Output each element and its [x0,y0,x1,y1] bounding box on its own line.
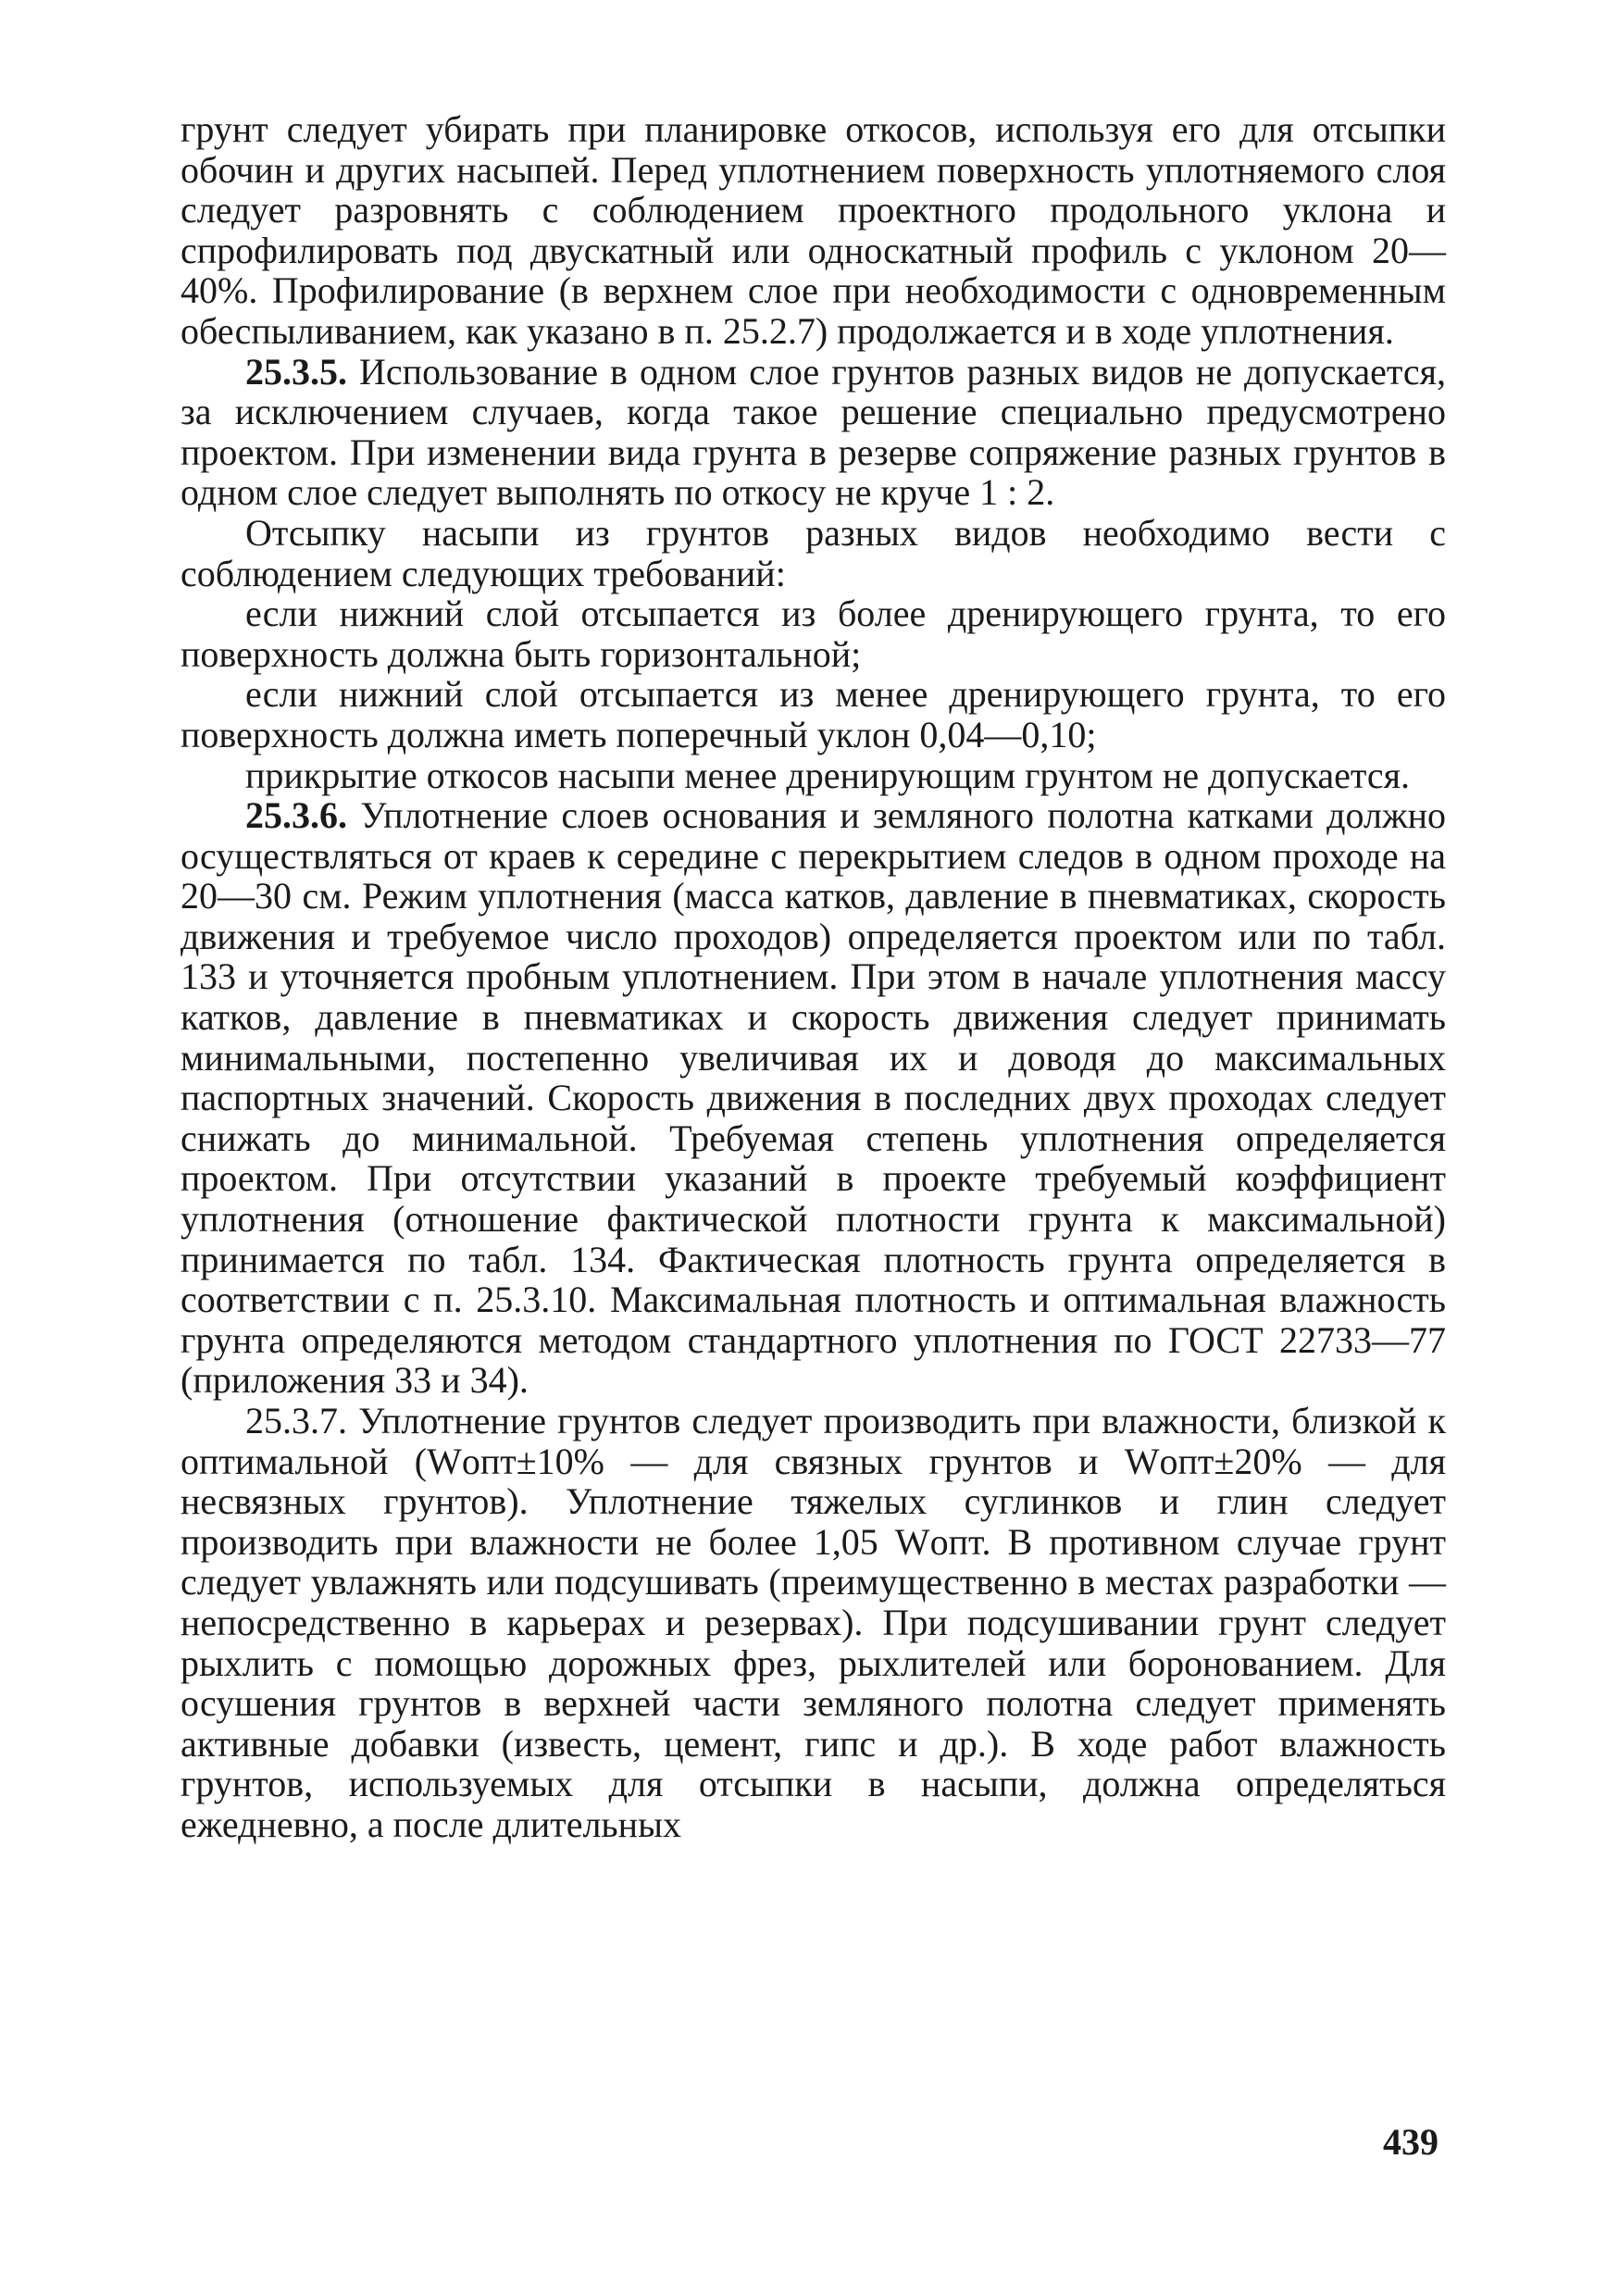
paragraph-text: Отсыпку насыпи из грунтов разных видов необходимо вести с соблюдением следующих требований: [181,511,1446,594]
paragraph [181,513,1446,593]
paragraph-text: если нижний слой отсыпается из менее дренирующего грунта, то его поверхность должна иметь поперечный уклон 0,04—0,10; [181,673,1446,755]
paragraph-25-3-7 [181,1401,1446,1845]
list-item [181,593,1446,674]
paragraph-text: Уплотнение грунтов следует производить при влажности, близкой к оптимальной (Wопт±10% — для связных грунтов и Wопт±20% — для несвязных грунтов). Уплотнение тяжелых суглинков и глин следует производить при влажности не более 1,05 Wопт. В противном случае грунт следует увлажнять или подсушивать (преимущественно в местах разработки — непосредственно в карьерах и резервах). При подсушивании грунт следует рыхлить с помощью дорожных фрез, рыхлителей или боронованием. Для осушения грунтов в верхней части земляного полотна следует применять активные добавки (известь, цемент, гипс и др.). В ходе работ влажность грунтов, используемых для отсыпки в насыпи, должна определяться ежедневно, а после длительных [181,1400,1446,1845]
page-number: 439 [1383,2121,1438,2163]
body-text [181,109,1446,1845]
paragraph-text: грунт следует убирать при планировке откосов, используя его для отсыпки обочин и других насыпей. Перед уплотнением поверхность уплотняемого слоя следует разровнять с соблюдением проектного продольного уклона и спрофилировать под двускатный или односкатный профиль с уклоном 20—40%. Профилирование (в верхнем слое при необходимости с одновременным обеспыливанием, как указано в п. 25.2.7) продолжается и в ходе уплотнения. [181,108,1446,352]
paragraph-25-3-5 [181,352,1446,513]
section-number: 25.3.7. [245,1400,347,1441]
paragraph-text: прикрытие откосов насыпи менее дренирующим грунтом не допускается. [245,754,1411,796]
list-item [181,674,1446,755]
paragraph [181,109,1446,352]
section-number: 25.3.6. [245,794,347,837]
paragraph-text: если нижний слой отсыпается из более дренирующего грунта, то его поверхность должна быть горизонтальной; [181,593,1446,675]
list-item [181,755,1446,796]
paragraph-text: Уплотнение слоев основания и земляного полотна катками должно осуществляться от краев к середине с перекрытием следов в одном проходе на 20—30 см. Режим уплотнения (масса катков, давление в пневматиках, скорость движения и требуемое число проходов) определяется проектом или по табл. 133 и уточняется пробным уплотнением. При этом в начале уплотнения массу катков, давление в пневматиках и скорость движения следует принимать минимальными, постепенно увеличивая их и доводя до максимальных паспортных значений. Скорость движения в последних двух проходах следует снижать до минимальной. Требуемая степень уплотнения определяется проектом. При отсутствии указаний в проекте требуемый коэффициент уплотнения (отношение фактической плотности грунта к максимальной) принимается по табл. 134. Фактическая плотность грунта определяется в соответствии с п. 25.3.10. Максимальная плотность и оптимальная влажность грунта определяются методом стандартного уплотнения по ГОСТ 22733—77 (приложения 33 и 34). [181,794,1446,1402]
paragraph-text: Использование в одном слое грунтов разных видов не допускается, за исключением случаев, когда такое решение специально предусмотрено проектом. При изменении вида грунта в резерве сопряжение разных грунтов в одном слое следует выполнять по откосу не круче 1 : 2. [181,350,1446,514]
section-number: 25.3.5. [245,350,347,393]
paragraph-25-3-6 [181,795,1446,1401]
